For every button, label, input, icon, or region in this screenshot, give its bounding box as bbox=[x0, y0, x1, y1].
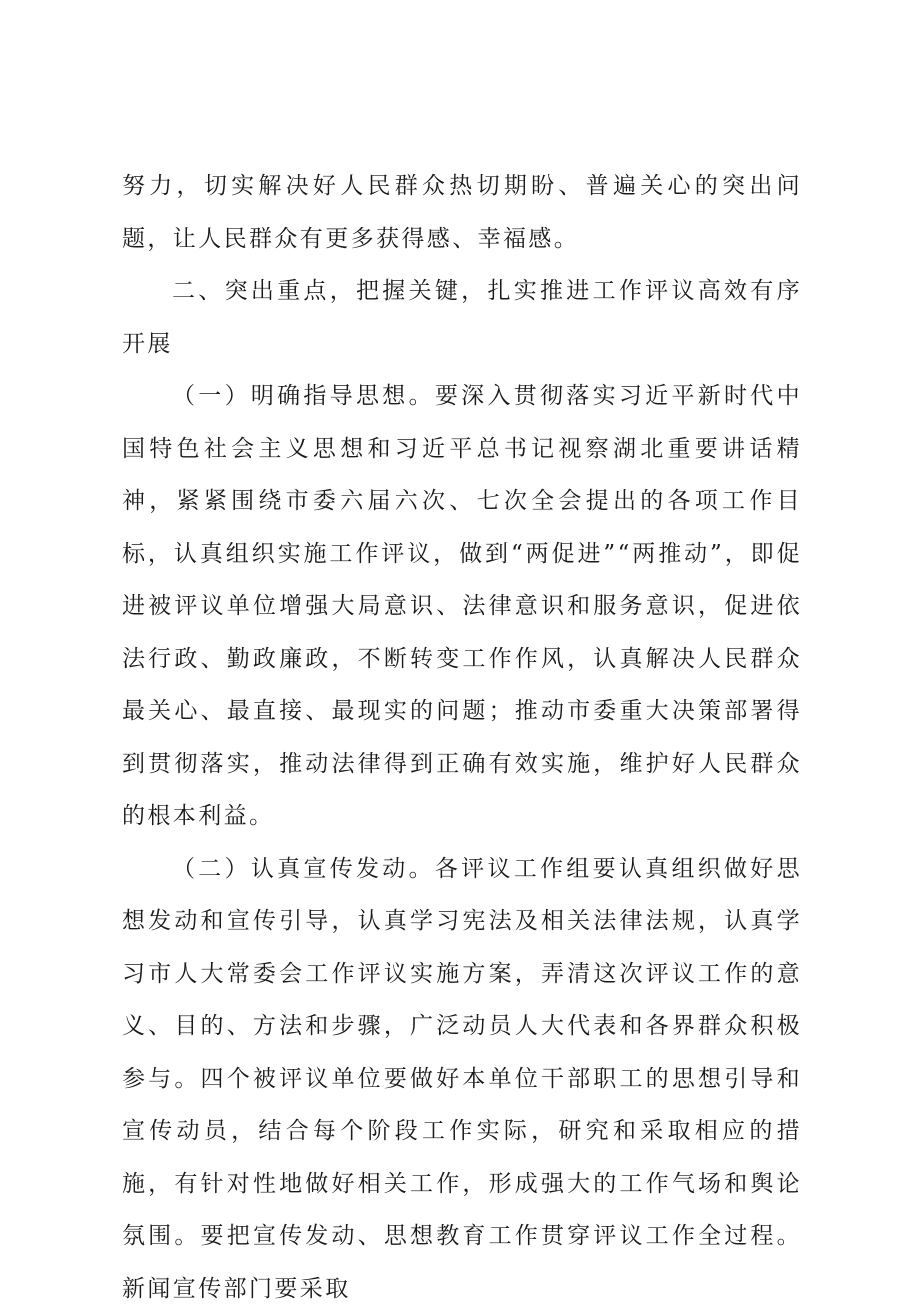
body-paragraph-guiding-thought: （一）明确指导思想。要深入贯彻落实习近平新时代中国特色社会主义思想和习近平总书记视察湖北重要讲话精神，紧紧围绕市委六届六次、七次全会提出的各项工作目标，认真组织实施工作评议，做到“两促进”“两推动”，即促进被评议单位增强大局意识、法律意识和服务意识，促进依法行政、勤政廉政，不断转变工作作风，认真解决人民群众最关心、最直接、最现实的问题；推动市委重大决策部署得到贯彻落实，推动法律得到正确有效实施，维护好人民群众的根本利益。 bbox=[122, 370, 802, 843]
body-paragraph-continuation: 努力，切实解决好人民群众热切期盼、普遍关心的突出问题，让人民群众有更多获得感、幸福感。 bbox=[122, 160, 802, 265]
body-paragraph-publicity: （二）认真宣传发动。各评议工作组要认真组织做好思想发动和宣传引导，认真学习宪法及相关法律法规，认真学习市人大常委会工作评议实施方案，弄清这次评议工作的意义、目的、方法和步骤，广泛动员人大代表和各界群众积极参与。四个被评议单位要做好本单位干部职工的思想引导和宣传动员，结合每个阶段工作实际，研究和采取相应的措施，有针对性地做好相关工作，形成强大的工作气场和舆论氛围。要把宣传发动、思想教育工作贯穿评议工作全过程。新闻宣传部门要采取 bbox=[122, 843, 802, 1315]
document-body bbox=[122, 160, 802, 1315]
section-heading-two: 二、突出重点，把握关键，扎实推进工作评议高效有序开展 bbox=[122, 265, 802, 370]
